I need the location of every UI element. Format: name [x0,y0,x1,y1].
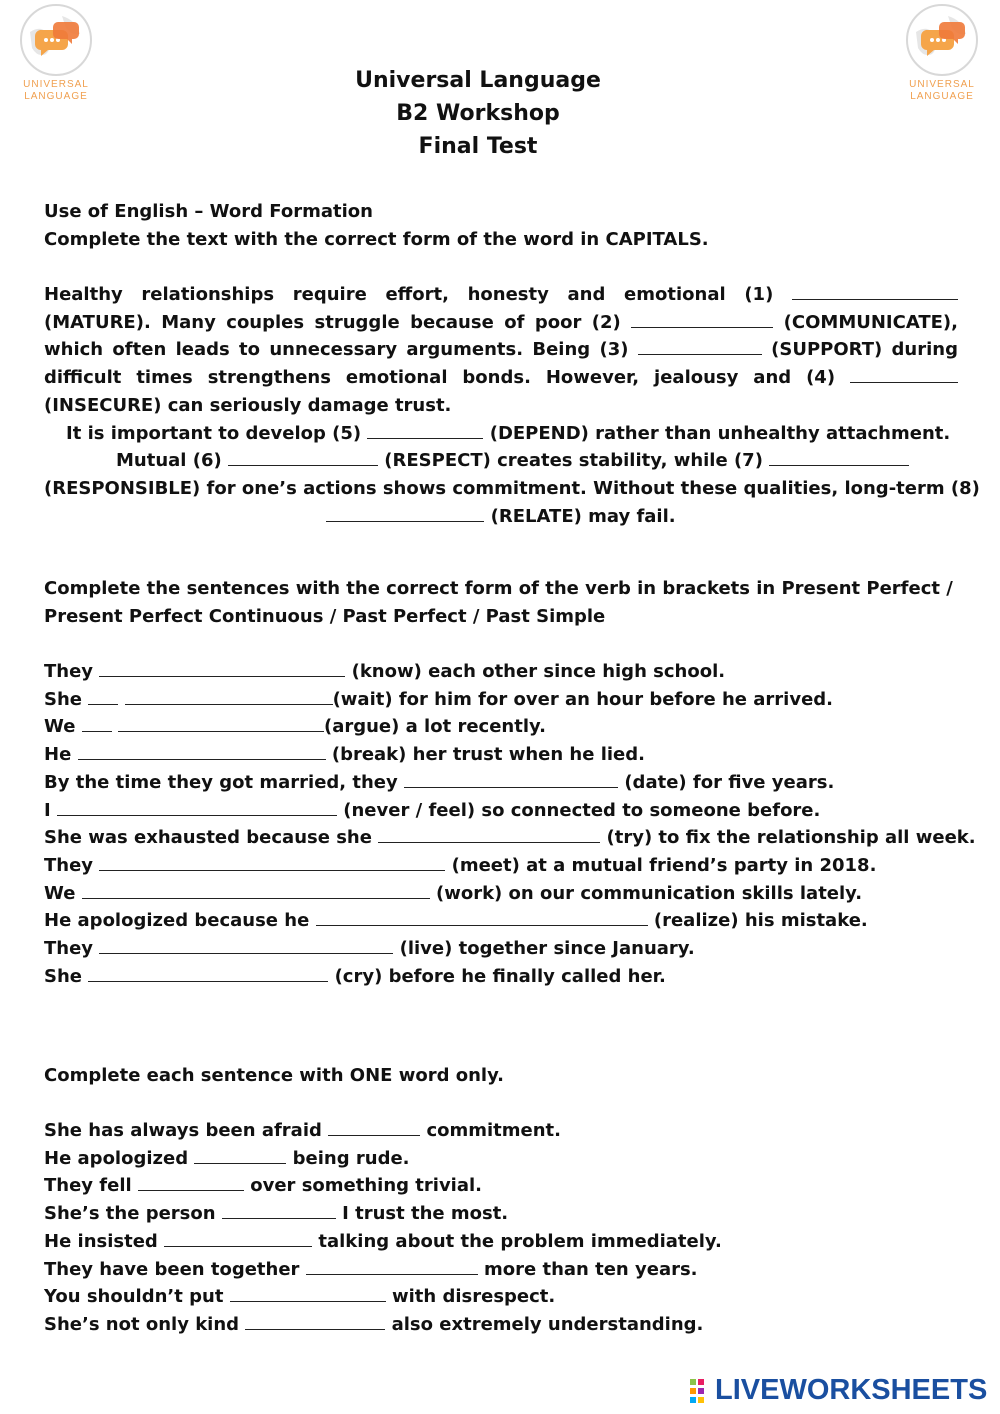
text-line: (MATURE). Many couples struggle because of poor (2) (COMMUNICATE), [44,311,958,333]
section-instruction: Complete each sentence with ONE word only. [44,1065,504,1086]
text-line: Mutual (6) (RESPECT) creates stability, while (7) [44,447,958,475]
list-item: By the time they got married, they (date) for five years. [44,771,835,793]
list-item: He apologized being rude. [44,1147,410,1169]
answer-blank-4[interactable] [850,366,958,383]
answer-blank[interactable] [316,909,648,926]
list-item: She’s the person I trust the most. [44,1203,509,1225]
answer-blank[interactable] [328,1119,420,1136]
list-item: He apologized because he (realize) his mistake. [44,910,868,932]
answer-blank[interactable] [88,965,328,982]
list-item: She has always been afraid commitment. [44,1120,561,1141]
answer-blank[interactable] [164,1230,312,1247]
tense-exercise-list [44,658,976,990]
answer-blank[interactable] [378,826,600,843]
list-item: You shouldn’t put with disrespect. [44,1286,556,1308]
list-item: They (know) each other since high school. [44,661,726,682]
list-item: She was exhausted because she (try) to fix the relationship all week. [44,827,976,849]
title-line: Final Test [418,134,538,159]
answer-blank-8[interactable] [326,505,484,522]
section-instruction: Present Perfect Continuous / Past Perfect / Past Simple [44,605,606,627]
section-instruction-tenses [44,575,958,630]
text-line: difficult times strengthens emotional bonds. However, jealousy and (4) [44,364,958,392]
one-word-exercise-list [44,1117,958,1339]
list-item: She’s not only kind also extremely understanding. [44,1313,704,1335]
answer-blank-3[interactable] [638,338,762,355]
list-item: They have been together more than ten years. [44,1258,698,1280]
section-heading: Use of English – Word Formation [44,201,373,222]
answer-blank[interactable] [306,1258,478,1275]
word-formation-text [44,281,980,530]
text-line: It is important to develop (5) (DEPEND) rather than unhealthy attachment. [66,422,951,444]
answer-blank-6[interactable] [228,449,378,466]
list-item: They (live) together since January. [44,938,695,960]
answer-blank[interactable] [194,1147,286,1164]
list-item: She (cry) before he finally called her. [44,965,666,987]
answer-blank[interactable] [230,1285,386,1302]
answer-blank[interactable] [404,771,618,788]
answer-blank[interactable] [82,882,430,899]
answer-blank-1[interactable] [792,283,958,300]
section-instruction: Complete the sentences with the correct form of the verb in brackets in Present Perfect / [44,578,953,599]
answer-blank-2[interactable] [631,311,773,328]
section-heading-word-formation [44,198,958,253]
list-item: We (work) on our communication skills lately. [44,882,863,904]
list-item: He (break) her trust when he lied. [44,744,645,766]
answer-blank[interactable] [78,743,326,760]
answer-blank[interactable] [245,1313,385,1330]
page-title [0,64,956,163]
liveworksheets-wordmark: LIVEWORKSHEETS [715,1374,988,1406]
logo-text: LANGUAGE [24,91,88,102]
text-line: Healthy relationships require effort, honesty and emotional (1) [44,281,958,309]
answer-blank-7[interactable] [769,449,909,466]
answer-blank[interactable] [138,1174,244,1191]
title-line: Universal Language [355,68,601,93]
answer-blank[interactable] [99,937,393,954]
answer-blank[interactable] [125,688,333,705]
liveworksheets-logo [690,1374,987,1407]
list-item: I (never / feel) so connected to someone before. [44,799,821,821]
logo-text: LANGUAGE [910,91,974,102]
text-line: (RESPONSIBLE) for one’s actions shows commitment. Without these qualities, long-term (8) [44,477,980,499]
section-instruction: Complete the text with the correct form of the word in CAPITALS. [44,228,709,250]
answer-blank[interactable] [99,660,345,677]
text-line: which often leads to unnecessary arguments. Being (3) (SUPPORT) during [44,339,958,361]
list-item: We (argue) a lot recently. [44,716,546,738]
text-line: (INSECURE) can seriously damage trust. [44,394,452,416]
answer-blank[interactable] [222,1202,336,1219]
liveworksheets-icon [690,1379,712,1403]
answer-blank[interactable] [57,799,337,816]
answer-blank-5[interactable] [367,422,483,439]
section-instruction-one-word [44,1062,958,1090]
list-item: She (wait) for him for over an hour before he arrived. [44,688,834,710]
answer-blank[interactable] [82,715,112,732]
answer-blank[interactable] [99,854,445,871]
list-item: They (meet) at a mutual friend’s party in 2018. [44,854,877,876]
title-line: B2 Workshop [396,101,560,126]
text-line: (RELATE) may fail. [44,503,958,531]
logo-text: UNIVERSAL [909,79,975,90]
list-item: They fell over something trivial. [44,1175,483,1197]
answer-blank[interactable] [88,688,118,705]
answer-blank[interactable] [118,715,324,732]
list-item: He insisted talking about the problem immediately. [44,1230,722,1252]
logo-text: UNIVERSAL [23,79,89,90]
